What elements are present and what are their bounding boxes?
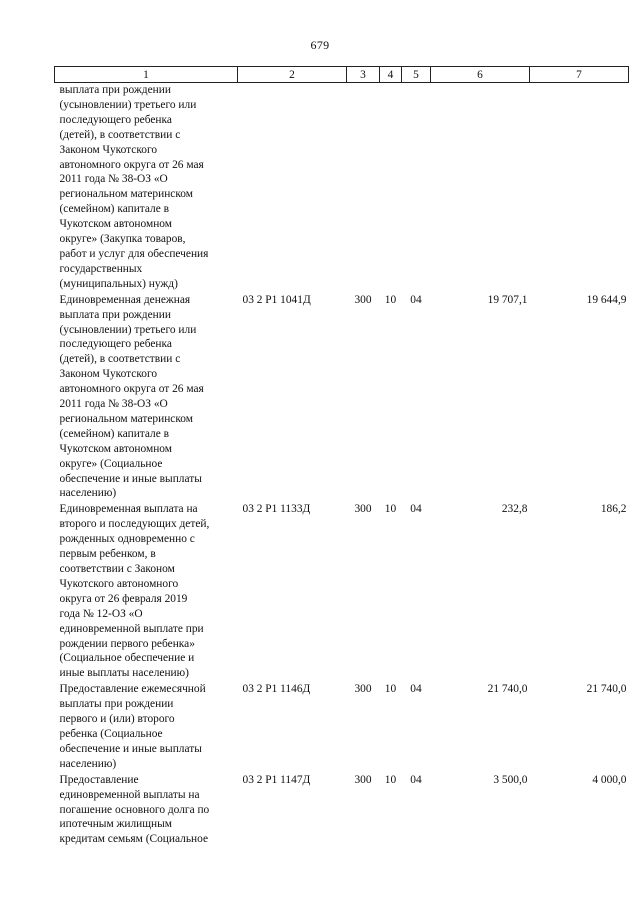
row-col-6: 232,8	[501, 503, 528, 516]
row-col-7: 186,2	[600, 503, 627, 516]
column-header-7: 7	[530, 67, 629, 83]
budget-table	[54, 66, 629, 848]
row-col-5: 04	[410, 773, 422, 786]
row-col-3: 300	[354, 293, 372, 306]
row-col-6: 3 500,0	[493, 773, 528, 786]
row-col-6: 19 707,1	[487, 293, 528, 306]
row-code: 03 2 P1 1133Д	[242, 503, 311, 516]
row-col-7: 21 740,0	[586, 683, 627, 696]
row-name: выплата при рождении (усыновлении) третьего или последующего ребенка (детей), в соответствии с Законом Чукотского автономного округа от 26 мая 2011 года № 38-ОЗ «О региональном материнском (семейном) капитале в Чукотском автономном округе» (Закупка товаров, работ и услуг для обеспечения государственных (муниципальных) нужд)	[59, 84, 209, 290]
row-code: 03 2 P1 1041Д	[242, 293, 311, 306]
column-header-6: 6	[431, 67, 530, 83]
row-name: Единовременная денежная выплата при рождении (усыновлении) третьего или последующего ребенка (детей), в соответствии с Законом Чукотского автономного округа от 26 мая 2011 года № 38-ОЗ «О региональном материнском (семейном) капитале в Чукотском автономном округе» (Социальное обеспечение и иные выплаты населению)	[59, 293, 204, 500]
table-row	[55, 502, 629, 682]
row-col-3: 300	[354, 503, 372, 516]
row-col-5: 04	[410, 503, 422, 516]
table-row	[55, 682, 629, 772]
row-col-5: 04	[410, 293, 422, 306]
row-col-4: 10	[384, 683, 397, 696]
row-code: 03 2 P1 1146Д	[242, 683, 311, 696]
table-row	[55, 293, 629, 503]
row-col-6: 21 740,0	[487, 683, 528, 696]
column-header-5: 5	[402, 67, 431, 83]
row-col-6	[431, 83, 530, 293]
table-row	[55, 83, 629, 293]
header-row	[55, 67, 629, 83]
column-header-1: 1	[55, 67, 238, 83]
row-code: 03 2 P1 1147Д	[242, 773, 311, 786]
row-col-3: 300	[354, 683, 372, 696]
row-col-5	[402, 83, 431, 293]
page-number: 679	[310, 38, 330, 52]
row-code	[238, 83, 347, 293]
column-header-3: 3	[347, 67, 380, 83]
row-col-5: 04	[410, 683, 422, 696]
row-col-4: 10	[384, 773, 397, 786]
row-name: Предоставление единовременной выплаты на погашение основного долга по ипотечным жилищным кредитам семьям (Социальное	[59, 773, 210, 846]
row-col-3: 300	[354, 773, 372, 786]
row-col-3	[347, 83, 380, 293]
row-col-7: 4 000,0	[592, 773, 627, 786]
row-col-4: 10	[384, 293, 397, 306]
row-col-7: 19 644,9	[586, 293, 627, 306]
row-name: Предоставление ежемесячной выплаты при рождении первого и (или) второго ребенка (Социальное обеспечение и иные выплаты населению)	[59, 683, 206, 770]
row-name: Единовременная выплата на второго и последующих детей, рожденных одновременно с первым ребенком, в соответствии с Законом Чукотского автономного округа от 26 февраля 2019 года № 12-ОЗ «О единовременной выплате при рождении первого ребенка» (Социальное обеспечение и иные выплаты населению)	[59, 503, 210, 680]
table-row	[55, 773, 629, 849]
row-col-4	[380, 83, 402, 293]
column-header-4: 4	[380, 67, 402, 83]
column-header-2: 2	[238, 67, 347, 83]
row-col-4: 10	[384, 503, 397, 516]
row-col-7	[530, 83, 629, 293]
